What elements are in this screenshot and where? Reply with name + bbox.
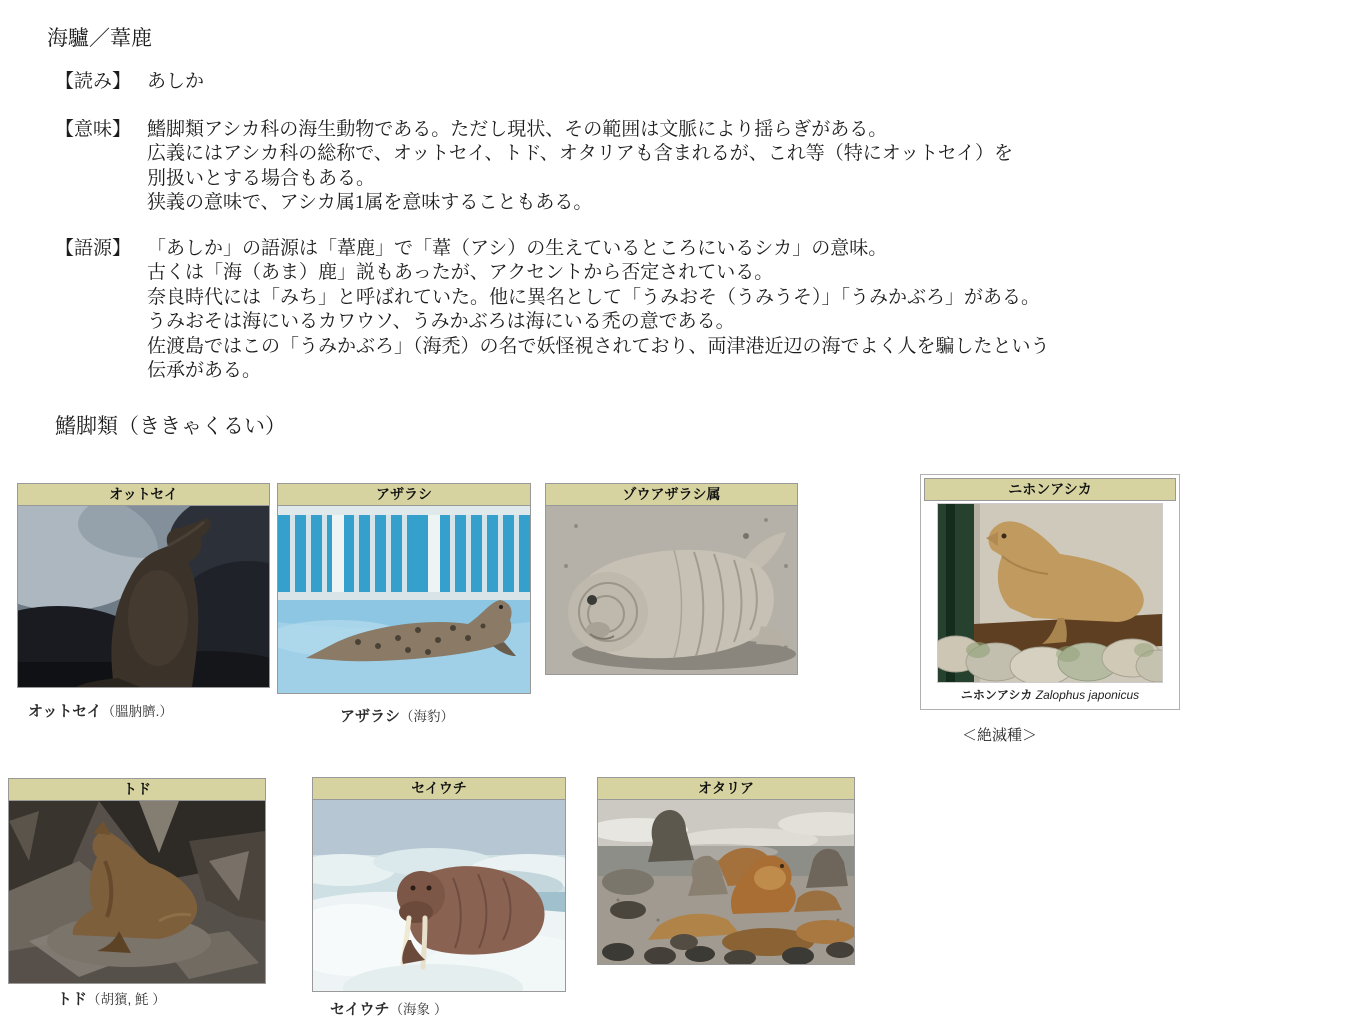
meaning-line: 広義にはアシカ科の総称で、オットセイ、トド、オタリアも含まれるが、これ等（特にオットセイ）を [147, 143, 1014, 165]
card-header: オタリア [598, 778, 854, 800]
caption-fur-seal [28, 700, 173, 721]
meaning-line: 鰭脚類アシカ科の海生動物である。ただし現状、その範囲は文脈により揺らぎがある。 [147, 119, 888, 140]
reading-text: あしか [147, 71, 205, 92]
card-header: ニホンアシカ [924, 478, 1176, 501]
caption-fur-seal-kanji: （膃肭臍.） [101, 704, 173, 719]
meaning-line: 別扱いとする場合もある。 [147, 167, 376, 189]
caption-walrus [330, 998, 447, 1019]
seal-photo [278, 506, 530, 693]
card-steller-sea-lion [8, 778, 266, 984]
meaning-section [55, 118, 1013, 216]
caption-seal-name: アザラシ [340, 708, 401, 725]
caption-steller-sea-lion [57, 988, 166, 1009]
page-title: 海驢／葦鹿 [47, 26, 152, 50]
etymology-line: 伝承がある。 [147, 360, 262, 382]
card-walrus [312, 777, 566, 992]
elephant-seal-photo [546, 506, 797, 674]
card-seal [277, 483, 531, 694]
etymology-line: 「あしか」の語源は「葦鹿」で「葦（アシ）の生えているところにいるシカ」の意味。 [147, 238, 888, 259]
japanese-sea-lion-name: ニホンアシカ [960, 688, 1033, 702]
caption-steller-name: トド [57, 991, 88, 1008]
etymology-line: うみおそは海にいるカワウソ、うみかぶろは海にいる禿の意である。 [147, 311, 735, 333]
south-american-sea-lion-photo [598, 800, 854, 964]
caption-fur-seal-name: オットセイ [28, 703, 102, 720]
card-fur-seal [17, 483, 270, 688]
caption-seal-kanji: （海豹） [400, 709, 455, 724]
caption-steller-kanji: （胡獱, 魹 ） [87, 992, 166, 1007]
caption-walrus-name: セイウチ [330, 1001, 390, 1018]
meaning-line: 狭義の意味で、アシカ属1属を意味することもある。 [147, 192, 593, 214]
card-south-american-sea-lion [597, 777, 855, 965]
card-header: アザラシ [278, 484, 530, 506]
fur-seal-photo [18, 506, 269, 687]
etymology-section [55, 237, 1050, 383]
pinnipeds-subheading: 鰭脚類（ききゃくるい） [55, 414, 286, 438]
card-header: トド [9, 779, 265, 801]
reading-section [55, 70, 204, 94]
card-header: セイウチ [313, 778, 565, 800]
etymology-label: 【語源】 [55, 238, 132, 259]
etymology-line: 古くは「海（あま）鹿」説もあったが、アクセントから否定されている。 [147, 262, 774, 284]
card-header: オットセイ [18, 484, 269, 506]
etymology-line: 佐渡島ではこの「うみかぶろ」（海禿）の名で妖怪視されており、両津港近辺の海でよく人を騙したという [147, 335, 1050, 357]
steller-sea-lion-photo [9, 801, 265, 983]
card-elephant-seal [545, 483, 798, 675]
japanese-sea-lion-scientific-name: Zalophus japonicus [1035, 688, 1140, 702]
extinct-species-note: ＜絶滅種＞ [962, 727, 1038, 744]
etymology-line: 奈良時代には「みち」と呼ばれていた。他に異名として「うみおそ（うみうそ）」「うみかぶろ」がある。 [147, 286, 1041, 308]
reading-label: 【読み】 [55, 71, 132, 92]
caption-walrus-kanji: （海象 ） [389, 1002, 448, 1017]
card-header: ゾウアザラシ属 [546, 484, 797, 506]
japanese-sea-lion-photo [937, 503, 1163, 683]
meaning-label: 【意味】 [55, 119, 132, 140]
japanese-sea-lion-caption [924, 683, 1176, 705]
card-japanese-sea-lion [920, 474, 1180, 710]
walrus-photo [313, 800, 565, 991]
caption-seal [340, 705, 454, 726]
